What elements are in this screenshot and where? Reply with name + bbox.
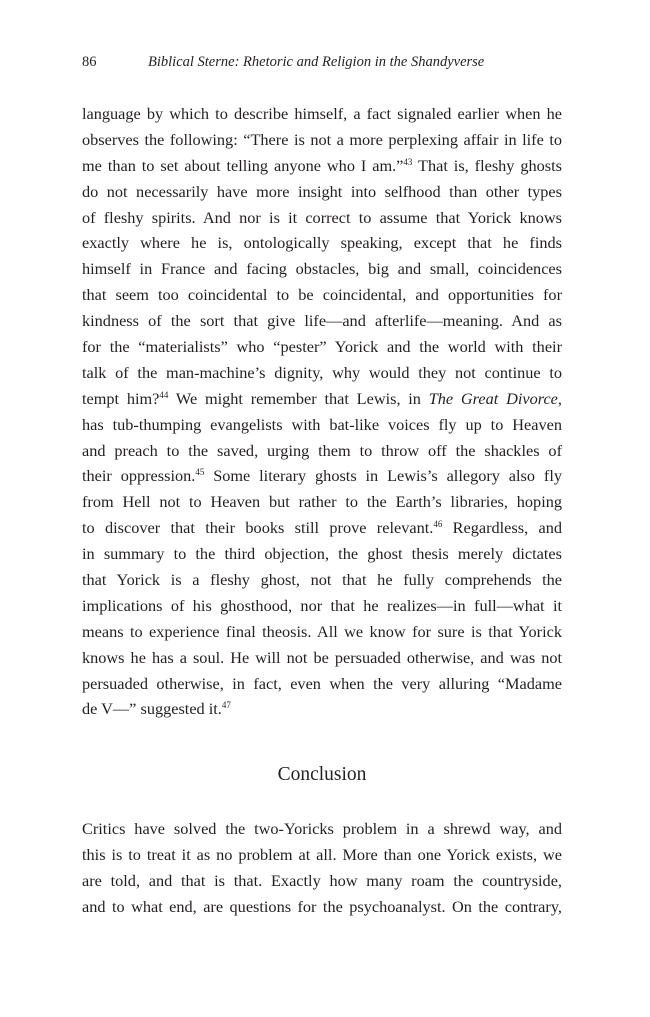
footnote-marker[interactable]: 44 xyxy=(159,389,169,400)
page-number: 86 xyxy=(82,54,97,70)
text-line xyxy=(82,463,562,489)
text-line: has tub-thumping evangelists with bat-like voices fly up to Heaven xyxy=(82,414,562,434)
text-line: and to what end, are questions for the psychoanalyst. On the contrary, xyxy=(82,896,562,916)
text-line: persuaded otherwise, in fact, even when the very alluring “Madame xyxy=(82,673,562,693)
running-head xyxy=(82,52,562,72)
footnote-marker[interactable]: 47 xyxy=(221,700,231,711)
text-line xyxy=(82,696,562,722)
text-line: talk of the man-machine’s dignity, why would they not continue to xyxy=(82,362,562,382)
text-line xyxy=(82,515,562,541)
text-line: that Yorick is a fleshy ghost, not that he fully comprehends the xyxy=(82,570,562,590)
footnote-marker[interactable]: 46 xyxy=(433,519,443,530)
text-line xyxy=(82,153,562,179)
text-line: means to experience final theosis. All we know for sure is that Yorick xyxy=(82,621,562,641)
text-line: kindness of the sort that give life—and afterlife—meaning. And as xyxy=(82,311,562,331)
text-segment: their oppression. xyxy=(82,466,196,486)
text-line: of fleshy spirits. And nor is it correct to assume that Yorick knows xyxy=(82,207,562,227)
text-line: himself in France and facing obstacles, big and small, coincidences xyxy=(82,259,562,279)
footnote-marker[interactable]: 45 xyxy=(195,467,205,478)
text-line: and preach to the saved, urging them to throw off the shackles of xyxy=(82,440,562,460)
text-line: are told, and that is that. Exactly how many roam the countryside, xyxy=(82,870,562,890)
section-heading: Conclusion xyxy=(277,764,367,785)
text-line: that seem too coincidental to be coincidental, and opportunities for xyxy=(82,285,562,305)
text-line: implications of his ghosthood, nor that he realizes—in full—what it xyxy=(82,595,562,615)
text-segment: , xyxy=(557,388,562,408)
text-line: for the “materialists” who “pester” Yorick and the world with their xyxy=(82,337,562,357)
book-title: Biblical Sterne: Rhetoric and Religion in the Shandyverse xyxy=(148,54,485,70)
text-line: do not necessarily have more insight into selfhood than other types xyxy=(82,181,562,201)
text-line: in summary to the third objection, the ghost thesis merely dictates xyxy=(82,544,562,564)
text-line: Critics have solved the two-Yoricks problem in a shrewd way, and xyxy=(82,819,562,838)
footnote-marker[interactable]: 43 xyxy=(403,156,413,167)
text-segment: That is, fleshy ghosts xyxy=(412,155,562,175)
body-paragraph-1 xyxy=(82,101,562,722)
text-segment: to discover that their books still prove relevant. xyxy=(82,518,434,538)
body-paragraph-2 xyxy=(82,816,562,920)
text-segment: de V—” suggested it. xyxy=(82,699,222,719)
text-line: knows he has a soul. He will not be persuaded otherwise, and was not xyxy=(82,647,562,667)
text-line xyxy=(82,386,562,412)
text-line: from Hell not to Heaven but rather to the Earth’s libraries, hoping xyxy=(82,492,562,512)
text-segment: me than to set about telling anyone who I am.” xyxy=(82,155,404,175)
text-line: observes the following: “There is not a more perplexing affair in life to xyxy=(82,129,562,149)
text-segment: Regardless, and xyxy=(442,518,562,538)
text-line: this is to treat it as no problem at all. More than one Yorick exists, we xyxy=(82,844,562,864)
text-segment: Some literary ghosts in Lewis’s allegory also fly xyxy=(204,466,562,486)
text-line: language by which to describe himself, a fact signaled earlier when he xyxy=(82,104,562,123)
work-title: The Great Divorce xyxy=(428,388,558,408)
text-segment: We might remember that Lewis, in xyxy=(168,388,429,408)
text-line: exactly where he is, ontologically speaking, except that he finds xyxy=(82,233,562,253)
text-segment: tempt him? xyxy=(82,388,160,408)
